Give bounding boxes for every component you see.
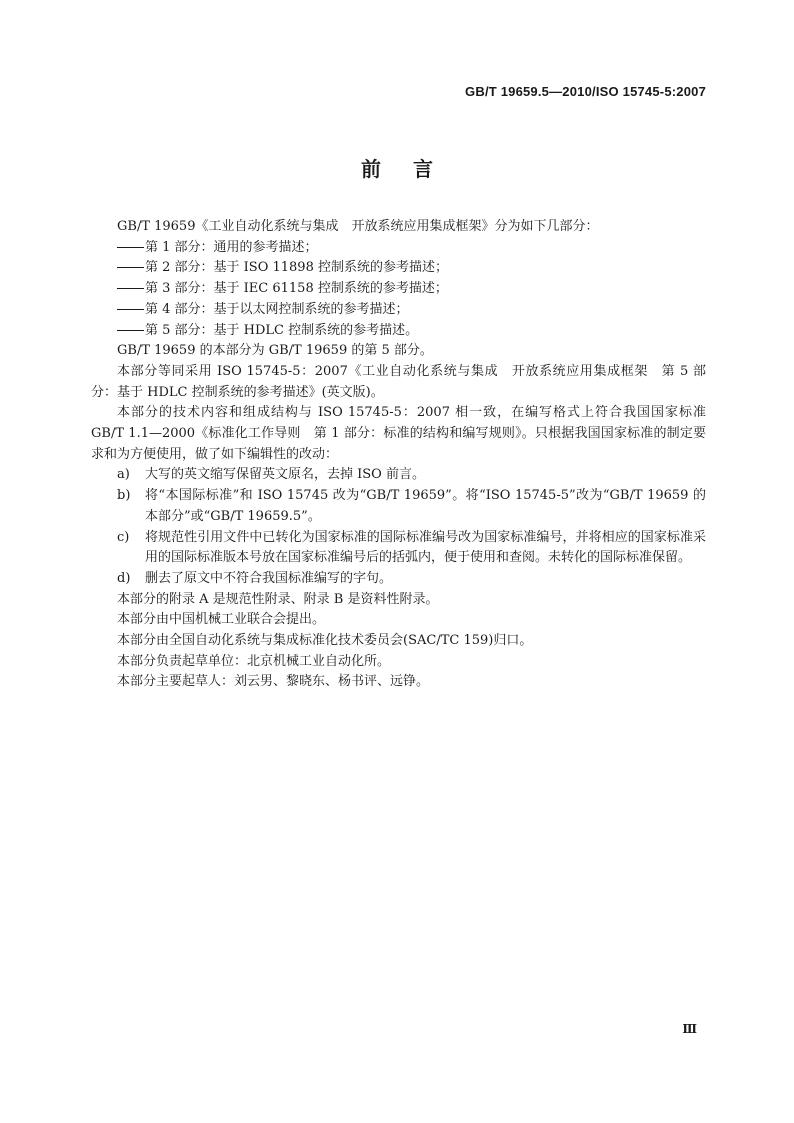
dash-mark <box>117 330 144 331</box>
dash-mark <box>117 247 144 248</box>
list-item <box>91 258 706 279</box>
intro-paragraph: GB/T 19659《工业自动化系统与集成 开放系统应用集成框架》分为如下几部分： <box>117 219 599 234</box>
list-item <box>91 238 706 259</box>
item-text: 将规范性引用文件中已转化为国家标准的国际标准编号改为国家标准编号，并将相应的国家标准采用的国际标准版本号放在国家标准编号后的括弧内，便于使用和查阅。未转化的国际标准保留。 <box>145 529 706 566</box>
change-item-a <box>91 465 706 486</box>
drafters-paragraph: 本部分主要起草人：刘云男、黎晓东、杨书评、远铮。 <box>117 674 430 690</box>
list-item <box>91 321 706 342</box>
this-part-paragraph: GB/T 19659 的本部分为 GB/T 19659 的第 5 部分。 <box>117 343 433 359</box>
part-label: 第 4 部分：基于以太网控制系统的参考描述； <box>145 301 409 317</box>
item-marker: c) <box>117 529 130 545</box>
committee-paragraph: 本部分由全国自动化系统与集成标准化技术委员会(SAC/TC 159)归口。 <box>117 633 533 649</box>
change-item-c <box>91 528 706 569</box>
standard-number-header: GB/T 19659.5—2010/ISO 15745-5:2007 <box>465 84 706 99</box>
item-marker: d) <box>117 570 131 586</box>
part-label: 第 2 部分：基于 ISO 11898 控制系统的参考描述； <box>145 260 448 276</box>
part-label: 第 1 部分：通用的参考描述； <box>145 239 318 255</box>
dash-mark <box>117 288 144 289</box>
foreword-body <box>91 217 706 693</box>
item-marker: b) <box>117 488 131 504</box>
change-item-b <box>91 486 706 527</box>
page-title: 前言 <box>361 157 465 181</box>
part-label: 第 3 部分：基于 IEC 61158 控制系统的参考描述； <box>145 281 448 297</box>
item-text: 大写的英文缩写保留英文原名，去掉 ISO 前言。 <box>145 467 425 483</box>
list-item <box>91 279 706 300</box>
list-item <box>91 300 706 321</box>
item-text: 将“本国际标准”和 ISO 15745 改为“GB/T 19659”。将“ISO 15745-5”改为“GB/T 19659 的本部分”或“GB/T 19659.5”。 <box>145 488 706 524</box>
item-marker: a) <box>117 467 130 483</box>
part-label: 第 5 部分：基于 HDLC 控制系统的参考描述。 <box>145 322 419 338</box>
item-text: 删去了原文中不符合我国标准编写的字句。 <box>145 570 393 586</box>
proposer-paragraph: 本部分由中国机械工业联合会提出。 <box>117 612 326 628</box>
change-item-d <box>91 569 706 590</box>
dash-mark <box>117 267 144 268</box>
technical-paragraph: 本部分的技术内容和组成结构与 ISO 15745-5：2007 相一致，在编写格式上符合我国国家标准 GB/T 1.1—2000《标准化工作导则 第 1 部分：标准的结构和编写规则》。只根据我国国家标准的制定要求和为方便使用，做了如下编辑性的改动： <box>91 405 706 462</box>
annex-paragraph: 本部分的附录 A 是规范性附录、附录 B 是资料性附录。 <box>117 591 439 607</box>
adoption-paragraph: 本部分等同采用 ISO 15745-5：2007《工业自动化系统与集成 开放系统应用集成框架 第 5 部分：基于 HDLC 控制系统的参考描述》(英文版)。 <box>91 363 706 400</box>
drafting-unit-paragraph: 本部分负责起草单位：北京机械工业自动化所。 <box>117 653 391 669</box>
page-number: Ⅲ <box>682 1022 697 1036</box>
dash-mark <box>117 309 144 310</box>
